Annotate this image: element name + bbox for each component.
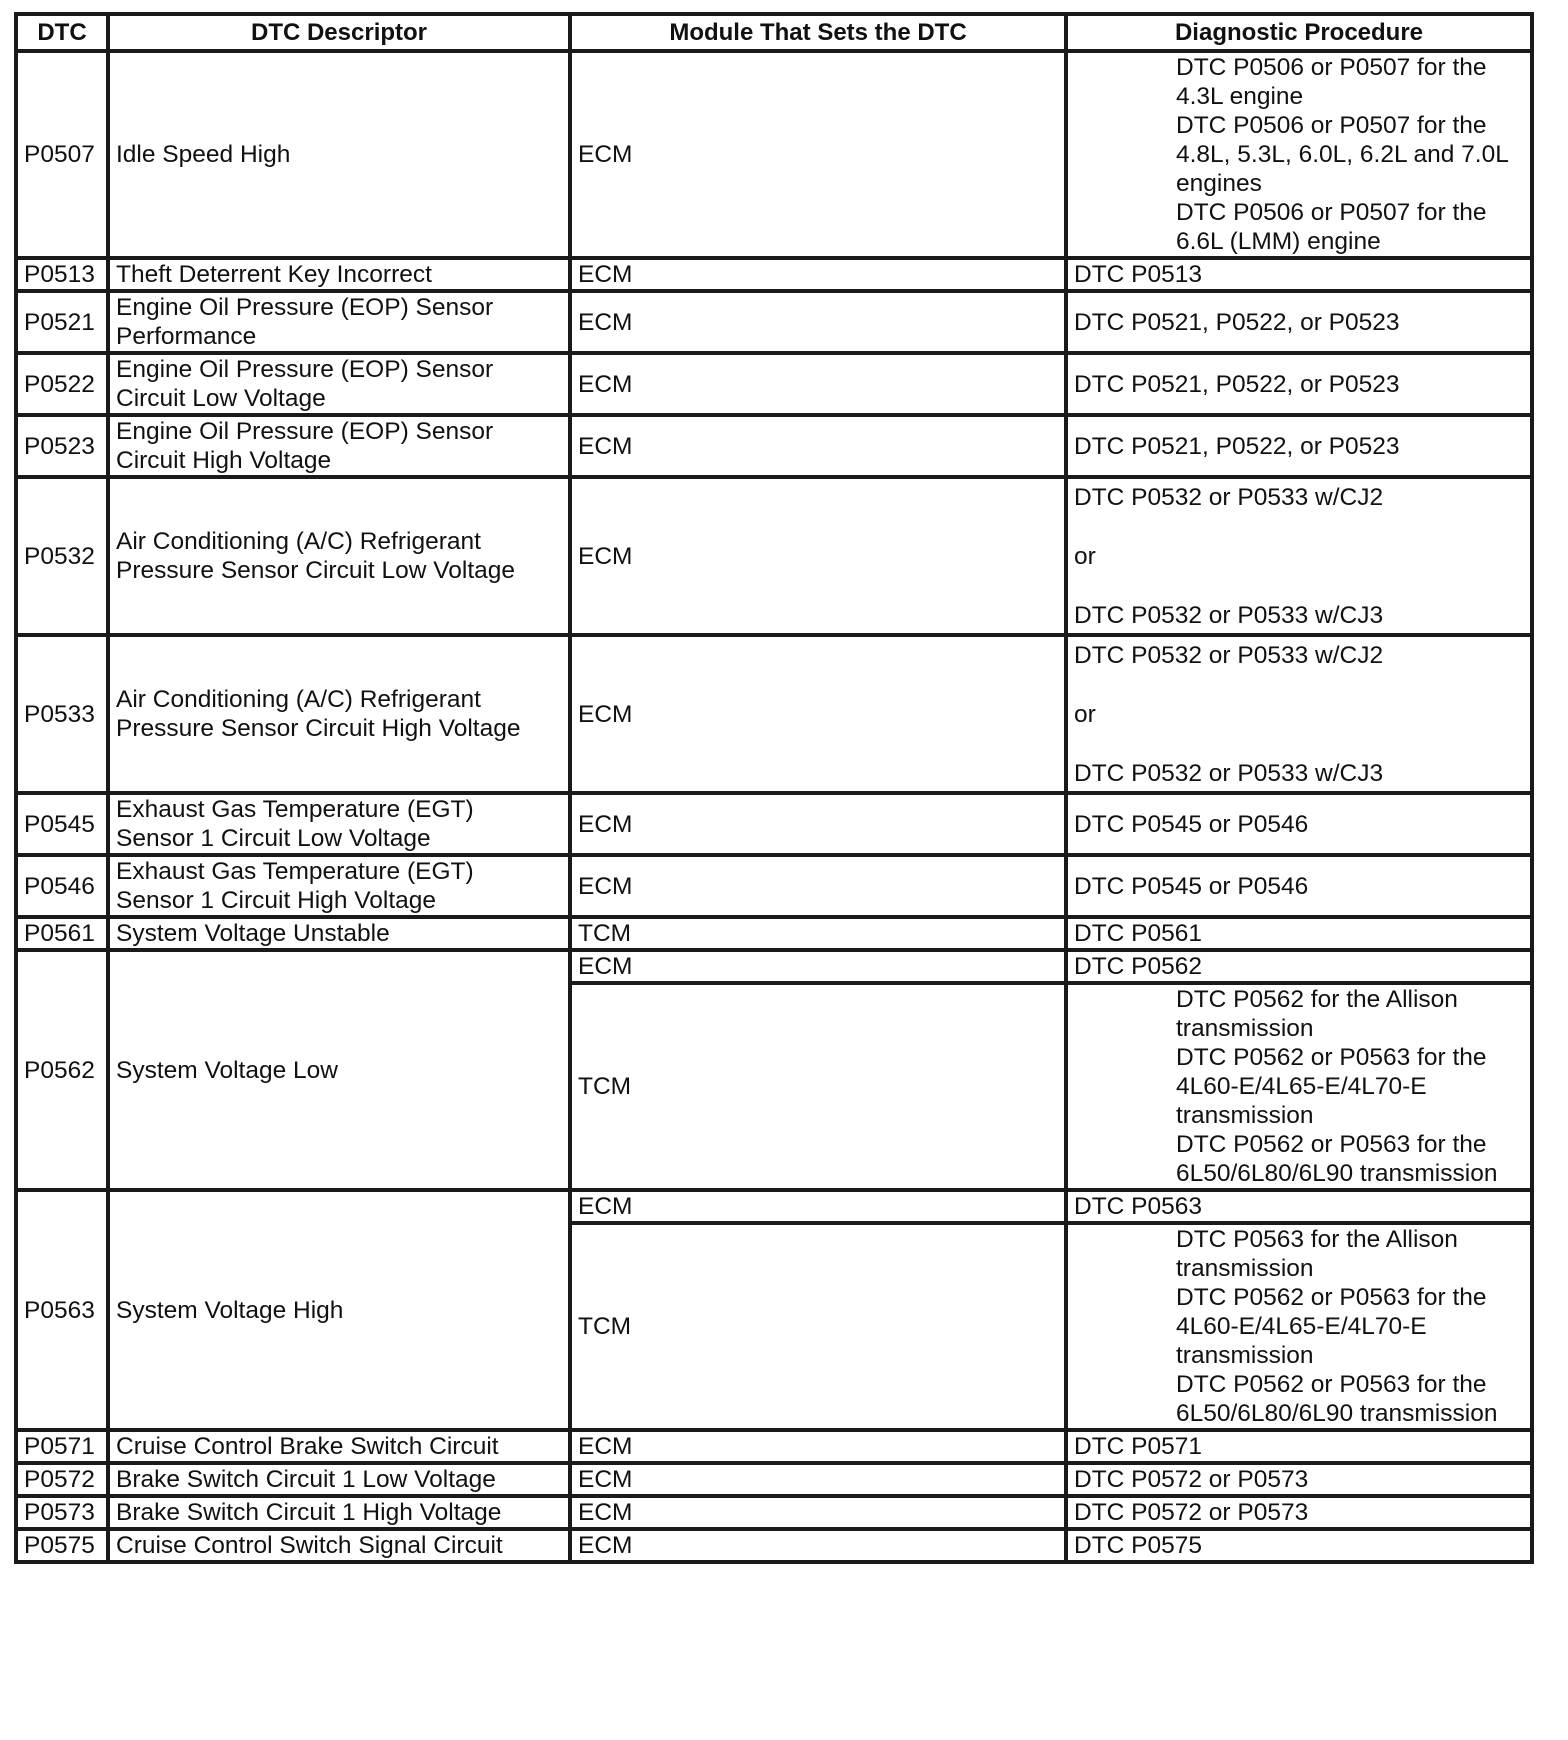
module-cell: ECM xyxy=(570,1463,1066,1496)
procedure-line: DTC P0562 or P0563 for the xyxy=(1176,1131,1487,1158)
dtc-descriptor-cell xyxy=(108,917,570,950)
descriptor-line: Air Conditioning (A/C) Refrigerant xyxy=(116,528,481,555)
procedure-line: DTC P0532 or P0533 w/CJ3 xyxy=(1074,601,1384,629)
module-cell: ECM xyxy=(570,477,1066,635)
procedure-line: DTC P0521, P0522, or P0523 xyxy=(1074,308,1400,336)
dtc-code-cell: P0532 xyxy=(16,477,108,635)
dtc-code-cell: P0572 xyxy=(16,1463,108,1496)
procedure-cell xyxy=(1066,1529,1532,1562)
procedure-line: DTC P0572 or P0573 xyxy=(1074,1499,1309,1526)
procedure-line: or xyxy=(1074,700,1096,728)
procedure-line: 4.3L engine xyxy=(1176,83,1304,110)
procedure-line: DTC P0513 xyxy=(1074,261,1203,288)
procedure-line: DTC P0506 or P0507 for the xyxy=(1176,199,1487,226)
procedure-line: DTC P0563 for the Allison xyxy=(1176,1226,1458,1253)
table-row xyxy=(16,353,1532,415)
dtc-code-cell: P0546 xyxy=(16,855,108,917)
dtc-code-cell: P0575 xyxy=(16,1529,108,1562)
procedure-line: transmission xyxy=(1176,1015,1314,1042)
header-descriptor: DTC Descriptor xyxy=(108,14,570,51)
table-row xyxy=(16,855,1532,917)
dtc-descriptor-cell xyxy=(108,950,570,1190)
module-cell: ECM xyxy=(570,1430,1066,1463)
descriptor-line: Idle Speed High xyxy=(116,141,291,168)
descriptor-line: Exhaust Gas Temperature (EGT) xyxy=(116,858,474,885)
dtc-code-cell: P0561 xyxy=(16,917,108,950)
procedure-line: 4.8L, 5.3L, 6.0L, 6.2L and 7.0L xyxy=(1176,141,1509,168)
procedure-cell xyxy=(1066,1190,1532,1223)
table-row xyxy=(16,1463,1532,1496)
procedure-cell xyxy=(1066,793,1532,855)
procedure-cell xyxy=(1066,1463,1532,1496)
descriptor-line: Circuit Low Voltage xyxy=(116,385,326,412)
descriptor-line: Air Conditioning (A/C) Refrigerant xyxy=(116,686,481,713)
dtc-code-cell: P0571 xyxy=(16,1430,108,1463)
procedure-line: DTC P0562 or P0563 for the xyxy=(1176,1044,1487,1071)
procedure-line: DTC P0561 xyxy=(1074,920,1203,947)
descriptor-line: System Voltage Low xyxy=(116,1056,338,1084)
dtc-code-cell: P0513 xyxy=(16,258,108,291)
dtc-descriptor-cell xyxy=(108,353,570,415)
header-module: Module That Sets the DTC xyxy=(570,14,1066,51)
table-row xyxy=(16,291,1532,353)
descriptor-line: Performance xyxy=(116,323,257,350)
procedure-line: DTC P0562 for the Allison xyxy=(1176,986,1458,1013)
descriptor-line: System Voltage High xyxy=(116,1296,344,1324)
procedure-line: engines xyxy=(1176,170,1262,197)
dtc-table xyxy=(14,12,1534,1564)
procedure-cell xyxy=(1066,917,1532,950)
procedure-line: DTC P0571 xyxy=(1074,1433,1203,1460)
table-row xyxy=(16,635,1532,793)
table-row xyxy=(16,258,1532,291)
procedure-line: or xyxy=(1074,542,1096,570)
module-cell: ECM xyxy=(570,793,1066,855)
descriptor-line: Pressure Sensor Circuit High Voltage xyxy=(116,715,521,742)
procedure-line: DTC P0532 or P0533 w/CJ3 xyxy=(1074,759,1384,787)
dtc-descriptor-cell xyxy=(108,793,570,855)
procedure-cell xyxy=(1066,51,1532,258)
procedure-line: transmission xyxy=(1176,1342,1314,1369)
module-cell: ECM xyxy=(570,950,1066,983)
procedure-cell xyxy=(1066,291,1532,353)
dtc-descriptor-cell xyxy=(108,291,570,353)
table-row xyxy=(16,1190,1532,1223)
module-cell: ECM xyxy=(570,1496,1066,1529)
descriptor-line: Exhaust Gas Temperature (EGT) xyxy=(116,796,474,823)
header-row xyxy=(16,14,1532,51)
descriptor-line: Pressure Sensor Circuit Low Voltage xyxy=(116,557,515,584)
procedure-line: DTC P0545 or P0546 xyxy=(1074,872,1309,900)
dtc-code-cell: P0521 xyxy=(16,291,108,353)
dtc-descriptor-cell xyxy=(108,1430,570,1463)
descriptor-line: Circuit High Voltage xyxy=(116,447,332,474)
module-cell: ECM xyxy=(570,1190,1066,1223)
table-row xyxy=(16,917,1532,950)
procedure-cell xyxy=(1066,1223,1532,1430)
procedure-cell xyxy=(1066,415,1532,477)
dtc-code-cell: P0562 xyxy=(16,950,108,1190)
table-row xyxy=(16,51,1532,258)
header-dtc: DTC xyxy=(16,14,108,51)
descriptor-line: Engine Oil Pressure (EOP) Sensor xyxy=(116,418,494,445)
module-cell: ECM xyxy=(570,1529,1066,1562)
dtc-code-cell: P0522 xyxy=(16,353,108,415)
procedure-line: 6.6L (LMM) engine xyxy=(1176,228,1381,255)
procedure-cell xyxy=(1066,258,1532,291)
procedure-line: 4L60-E/4L65-E/4L70-E xyxy=(1176,1313,1427,1340)
procedure-cell xyxy=(1066,950,1532,983)
dtc-code-cell: P0563 xyxy=(16,1190,108,1430)
module-cell: ECM xyxy=(570,353,1066,415)
module-cell: TCM xyxy=(570,1223,1066,1430)
table-row xyxy=(16,793,1532,855)
module-cell: ECM xyxy=(570,635,1066,793)
dtc-descriptor-cell xyxy=(108,855,570,917)
descriptor-line: Sensor 1 Circuit Low Voltage xyxy=(116,825,431,852)
table-body xyxy=(16,51,1532,1562)
dtc-descriptor-cell xyxy=(108,1463,570,1496)
descriptor-line: Cruise Control Brake Switch Circuit xyxy=(116,1433,499,1460)
procedure-line: DTC P0575 xyxy=(1074,1532,1203,1559)
dtc-descriptor-cell xyxy=(108,258,570,291)
procedure-line: DTC P0572 or P0573 xyxy=(1074,1466,1309,1493)
header-procedure: Diagnostic Procedure xyxy=(1066,14,1532,51)
procedure-line: DTC P0545 or P0546 xyxy=(1074,810,1309,838)
procedure-cell xyxy=(1066,1430,1532,1463)
module-cell: TCM xyxy=(570,983,1066,1190)
table-row xyxy=(16,1529,1532,1562)
procedure-line: DTC P0532 or P0533 w/CJ2 xyxy=(1074,641,1384,669)
descriptor-line: Brake Switch Circuit 1 Low Voltage xyxy=(116,1466,496,1493)
dtc-descriptor-cell xyxy=(108,635,570,793)
dtc-descriptor-cell xyxy=(108,415,570,477)
procedure-line: DTC P0562 xyxy=(1074,953,1203,980)
procedure-line: transmission xyxy=(1176,1255,1314,1282)
procedure-line: 6L50/6L80/6L90 transmission xyxy=(1176,1160,1498,1187)
module-cell: ECM xyxy=(570,855,1066,917)
dtc-descriptor-cell xyxy=(108,51,570,258)
dtc-descriptor-cell xyxy=(108,477,570,635)
dtc-code-cell: P0507 xyxy=(16,51,108,258)
table-row xyxy=(16,950,1532,983)
procedure-cell xyxy=(1066,855,1532,917)
procedure-line: 4L60-E/4L65-E/4L70-E xyxy=(1176,1073,1427,1100)
module-cell: ECM xyxy=(570,51,1066,258)
dtc-code-cell: P0573 xyxy=(16,1496,108,1529)
table-row xyxy=(16,1496,1532,1529)
module-cell: ECM xyxy=(570,258,1066,291)
procedure-line: DTC P0562 or P0563 for the xyxy=(1176,1284,1487,1311)
procedure-line: transmission xyxy=(1176,1102,1314,1129)
procedure-line: DTC P0532 or P0533 w/CJ2 xyxy=(1074,483,1384,511)
descriptor-line: Engine Oil Pressure (EOP) Sensor xyxy=(116,294,494,321)
table-row xyxy=(16,477,1532,635)
procedure-cell xyxy=(1066,353,1532,415)
dtc-descriptor-cell xyxy=(108,1529,570,1562)
procedure-cell xyxy=(1066,983,1532,1190)
dtc-code-cell: P0523 xyxy=(16,415,108,477)
dtc-descriptor-cell xyxy=(108,1190,570,1430)
module-cell: TCM xyxy=(570,917,1066,950)
dtc-code-cell: P0545 xyxy=(16,793,108,855)
procedure-line: DTC P0506 or P0507 for the xyxy=(1176,54,1487,81)
procedure-cell xyxy=(1066,477,1532,635)
descriptor-line: Theft Deterrent Key Incorrect xyxy=(116,261,432,288)
descriptor-line: Sensor 1 Circuit High Voltage xyxy=(116,887,437,914)
procedure-line: DTC P0563 xyxy=(1074,1193,1203,1220)
module-cell: ECM xyxy=(570,291,1066,353)
descriptor-line: System Voltage Unstable xyxy=(116,920,390,947)
table-row xyxy=(16,415,1532,477)
procedure-line: DTC P0562 or P0563 for the xyxy=(1176,1371,1487,1398)
dtc-code-cell: P0533 xyxy=(16,635,108,793)
module-cell: ECM xyxy=(570,415,1066,477)
descriptor-line: Engine Oil Pressure (EOP) Sensor xyxy=(116,356,494,383)
descriptor-line: Brake Switch Circuit 1 High Voltage xyxy=(116,1499,502,1526)
procedure-cell xyxy=(1066,635,1532,793)
table-row xyxy=(16,1430,1532,1463)
procedure-cell xyxy=(1066,1496,1532,1529)
procedure-line: DTC P0521, P0522, or P0523 xyxy=(1074,432,1400,460)
descriptor-line: Cruise Control Switch Signal Circuit xyxy=(116,1532,503,1559)
procedure-line: DTC P0506 or P0507 for the xyxy=(1176,112,1487,139)
procedure-line: 6L50/6L80/6L90 transmission xyxy=(1176,1400,1498,1427)
dtc-descriptor-cell xyxy=(108,1496,570,1529)
procedure-line: DTC P0521, P0522, or P0523 xyxy=(1074,370,1400,398)
